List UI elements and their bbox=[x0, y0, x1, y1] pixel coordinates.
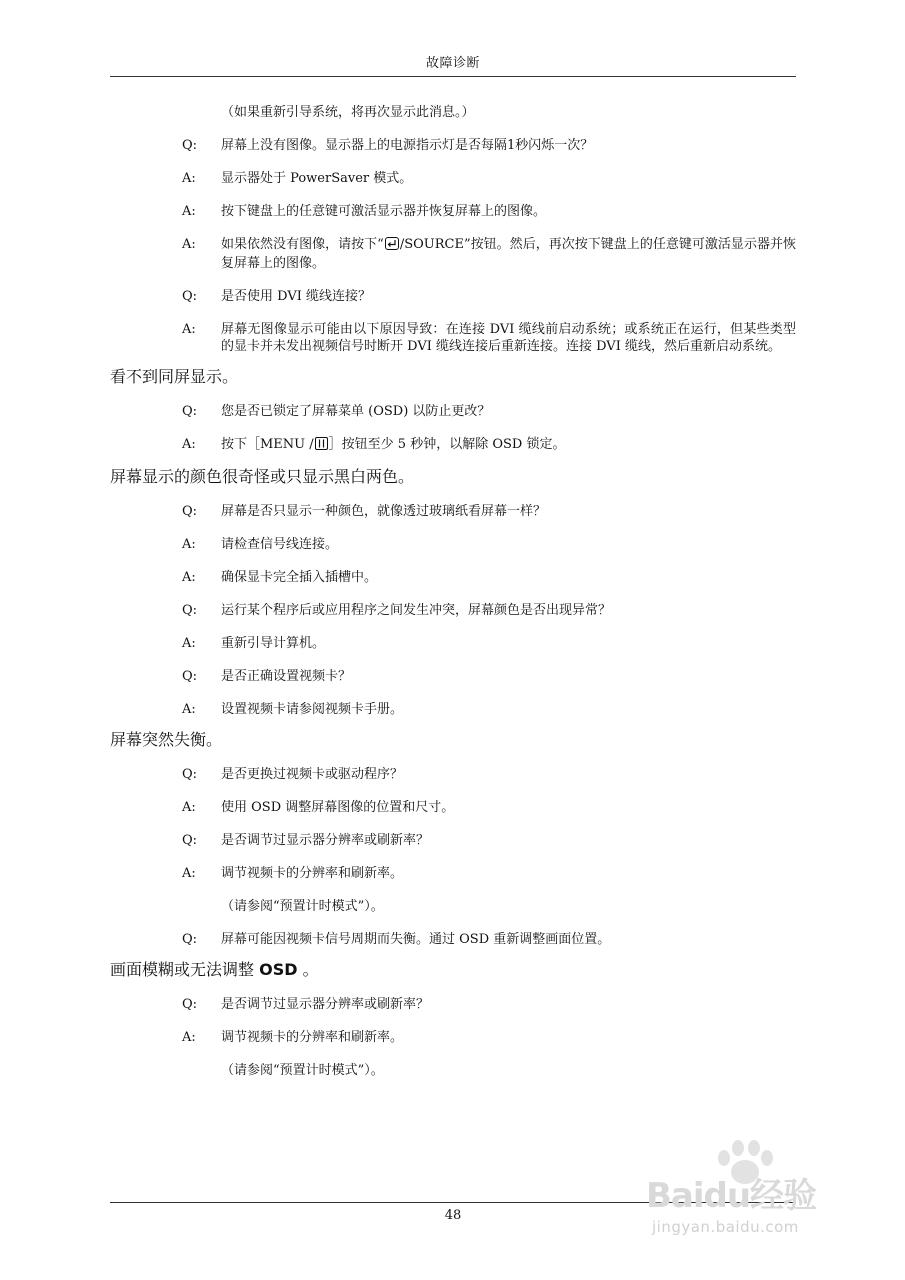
qa-label: Q: bbox=[182, 767, 198, 782]
qa-text: 按下键盘上的任意键可激活显示器并恢复屏幕上的图像。 bbox=[221, 204, 547, 219]
qa-item bbox=[0, 865, 905, 882]
qa-text: 是否更换过视频卡或驱动程序？ bbox=[221, 767, 404, 782]
qa-block-4 bbox=[0, 766, 905, 948]
qa-item bbox=[0, 403, 905, 420]
qa-item bbox=[0, 236, 905, 272]
qa-item bbox=[0, 503, 905, 520]
qa-label: A: bbox=[182, 171, 196, 186]
qa-label: A: bbox=[182, 800, 196, 815]
qa-text bbox=[221, 236, 796, 272]
timing-mode-note: （请参阅“预置计时模式”）。 bbox=[221, 1063, 384, 1078]
qa-label: A: bbox=[182, 570, 196, 585]
qa-text: 屏幕是否只显示一种颜色，就像透过玻璃纸看屏幕一样？ bbox=[221, 504, 547, 519]
qa-item bbox=[0, 996, 905, 1013]
page-header: 故障诊断 bbox=[425, 56, 480, 71]
qa-text: 是否调节过显示器分辨率或刷新率？ bbox=[221, 833, 430, 848]
heading-text-post: 。 bbox=[297, 960, 319, 979]
qa-block-5 bbox=[0, 996, 905, 1079]
qa-text: 请检查信号线连接。 bbox=[221, 537, 339, 552]
qa-text-pre: 按下［MENU / bbox=[221, 437, 314, 452]
qa-text: 是否调节过显示器分辨率或刷新率？ bbox=[221, 997, 430, 1012]
qa-item bbox=[0, 635, 905, 652]
qa-text-pre: 如果依然没有图像，请按下“ bbox=[221, 237, 384, 252]
qa-text: 您是否已锁定了屏幕菜单 (OSD) 以防止更改？ bbox=[221, 404, 491, 419]
section-heading: 屏幕显示的颜色很奇怪或只显示黑白两色。 bbox=[110, 467, 415, 486]
qa-item bbox=[0, 288, 905, 305]
page-number: 48 bbox=[444, 1208, 462, 1223]
qa-item bbox=[0, 1029, 905, 1046]
qa-label: Q: bbox=[182, 997, 198, 1012]
qa-item bbox=[0, 436, 905, 455]
qa-text: 使用 OSD 调整屏幕图像的位置和尺寸。 bbox=[221, 800, 455, 815]
page-content bbox=[0, 104, 905, 1095]
qa-label: Q: bbox=[182, 833, 198, 848]
qa-item bbox=[0, 931, 905, 948]
qa-text-post: ］按钮至少 5 秒钟，以解除 OSD 锁定。 bbox=[328, 437, 566, 452]
qa-block-3 bbox=[0, 503, 905, 718]
qa-item bbox=[0, 766, 905, 783]
qa-label: A: bbox=[182, 537, 196, 552]
qa-text: 确保显卡完全插入插槽中。 bbox=[221, 570, 378, 585]
qa-item bbox=[0, 602, 905, 619]
watermark-url: jingyan.baidu.com bbox=[652, 1218, 799, 1236]
qa-text: 运行某个程序后或应用程序之间发生冲突，屏幕颜色是否出现异常？ bbox=[221, 603, 612, 618]
header-rule bbox=[110, 76, 796, 77]
baidu-watermark bbox=[640, 1140, 860, 1250]
qa-block-1 bbox=[0, 137, 905, 355]
timing-mode-note: （请参阅“预置计时模式”）。 bbox=[221, 899, 384, 914]
qa-label: Q: bbox=[182, 603, 198, 618]
qa-label: Q: bbox=[182, 289, 198, 304]
heading-text-bold: OSD bbox=[259, 960, 298, 979]
qa-item bbox=[0, 832, 905, 849]
qa-item bbox=[0, 137, 905, 154]
section-heading: 屏幕突然失衡。 bbox=[110, 730, 223, 749]
qa-text: 设置视频卡请参阅视频卡手册。 bbox=[221, 702, 404, 717]
qa-label: A: bbox=[182, 1030, 196, 1045]
qa-label: Q: bbox=[182, 404, 198, 419]
qa-label: A: bbox=[182, 866, 196, 881]
intro-note: （如果重新引导系统，将再次显示此消息。） bbox=[221, 105, 475, 120]
qa-label: Q: bbox=[182, 669, 198, 684]
qa-text: 调节视频卡的分辨率和刷新率。 bbox=[221, 1030, 404, 1045]
qa-item bbox=[0, 321, 905, 355]
qa-text: 屏幕无图像显示可能由以下原因导致：在连接 DVI 缆线前启动系统；或系统正在运行，但某些类型的显卡并未发出视频信号时断开 DVI 缆线连接后重新连接。连接 DVI 缆线，然后重新启动系统。 bbox=[221, 322, 796, 354]
qa-text: 调节视频卡的分辨率和刷新率。 bbox=[221, 866, 404, 881]
enter-key-icon bbox=[385, 237, 399, 255]
qa-text bbox=[221, 436, 796, 455]
qa-label: A: bbox=[182, 322, 196, 337]
qa-text: 显示器处于 PowerSaver 模式。 bbox=[221, 171, 413, 186]
qa-item bbox=[0, 536, 905, 553]
qa-text: 是否正确设置视频卡？ bbox=[221, 669, 352, 684]
qa-label: Q: bbox=[182, 932, 198, 947]
qa-label: A: bbox=[182, 702, 196, 717]
qa-text: 屏幕可能因视频卡信号周期而失衡。通过 OSD 重新调整画面位置。 bbox=[221, 932, 611, 947]
qa-item bbox=[0, 799, 905, 816]
section-heading: 看不到同屏显示。 bbox=[110, 367, 239, 386]
qa-item bbox=[0, 170, 905, 187]
qa-label: A: bbox=[182, 204, 196, 219]
heading-text-pre: 画面模糊或无法调整 bbox=[110, 960, 260, 979]
qa-label: A: bbox=[182, 237, 196, 252]
qa-item bbox=[0, 203, 905, 220]
qa-label: A: bbox=[182, 636, 196, 651]
qa-label: Q: bbox=[182, 504, 198, 519]
qa-block-2 bbox=[0, 403, 905, 455]
section-heading bbox=[110, 960, 905, 980]
qa-text: 重新引导计算机。 bbox=[221, 636, 326, 651]
qa-item bbox=[0, 701, 905, 718]
qa-text-post: /SOURCE”按钮。然后，再次按下键盘上的任意键可激活显示器并恢复屏幕上的图像。 bbox=[221, 237, 796, 271]
watermark-logo: Baidu经验 bbox=[646, 1176, 817, 1216]
qa-text: 是否使用 DVI 缆线连接？ bbox=[221, 289, 371, 304]
qa-item bbox=[0, 569, 905, 586]
qa-item bbox=[0, 668, 905, 685]
menu-icon bbox=[315, 437, 328, 455]
qa-label: Q: bbox=[182, 138, 198, 153]
qa-text: 屏幕上没有图像。显示器上的电源指示灯是否每隔1秒闪烁一次？ bbox=[221, 138, 594, 153]
qa-label: A: bbox=[182, 437, 196, 452]
